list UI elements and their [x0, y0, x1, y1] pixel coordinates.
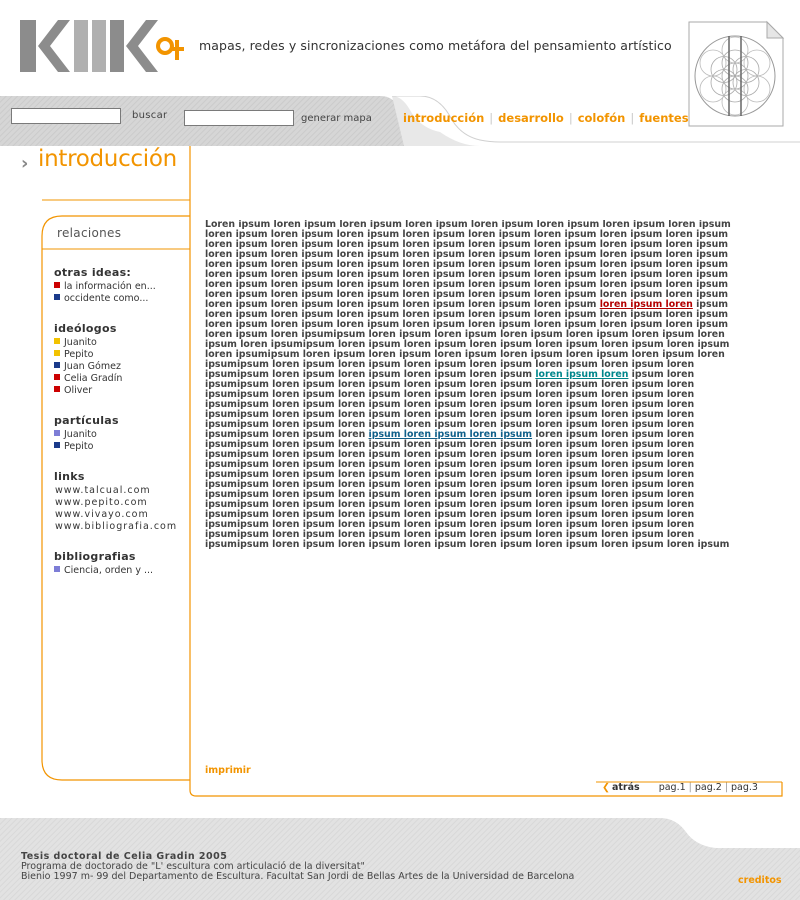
text-run: ipsumipsum loren ipsum loren ipsum loren ipsum loren ipsum loren ipsum loren ipsum loren	[205, 379, 695, 390]
sidebar-item-label: occidente como...	[64, 293, 149, 304]
text-run: ipsumipsum loren ipsum loren ipsum loren ipsum loren ipsum loren ipsum loren ipsum loren	[205, 419, 695, 430]
text-run: ipsumipsum loren ipsum loren ipsum loren ipsum loren ipsum loren ipsum loren ipsum loren	[205, 449, 695, 460]
search-input[interactable]	[11, 108, 121, 124]
sidebar-item-label: Pepito	[64, 441, 94, 452]
bullet-square-icon	[54, 282, 60, 288]
inline-link[interactable]: loren ipsum loren	[599, 299, 693, 310]
sidebar-item[interactable]	[54, 361, 122, 373]
sidebar-item-label: Juanito	[64, 337, 97, 348]
sidebar-item-label: Juan Gómez	[64, 361, 121, 372]
pagination	[602, 782, 758, 793]
nav-item-introduccion[interactable]: introducción	[403, 111, 485, 125]
sidebar-item-label: Celia Gradín	[64, 373, 123, 384]
page-link-2[interactable]: pag.2	[694, 782, 722, 793]
text-run: loren ipsum loren ipsum loren ipsum loren ipsum loren ipsum loren ipsum loren ipsum loren ipsum	[205, 249, 729, 260]
nav-separator: |	[630, 111, 635, 125]
sidebar-section-title: partículas	[54, 414, 119, 427]
text-run: ipsumipsum loren ipsum loren ipsum loren ipsum loren ipsum	[205, 369, 536, 380]
sidebar-item-label: Pepito	[64, 349, 94, 360]
sidebar-item[interactable]	[54, 293, 156, 305]
sidebar-section-title: links	[54, 470, 85, 483]
nav-item-colofon[interactable]: colofón	[577, 111, 626, 125]
footer-line-program: Programa de doctorado de "L' escultura com articulació de la diversitat"	[21, 861, 365, 872]
text-run: ipsumipsum loren ipsum loren ipsum loren ipsum loren ipsum loren ipsum loren ipsum loren	[205, 519, 695, 530]
sidebar-item[interactable]	[54, 337, 122, 349]
page-link-3[interactable]: pag.3	[731, 782, 758, 793]
text-run: loren ipsum loren ipsum loren	[532, 429, 695, 440]
text-run: ipsum loren	[628, 369, 695, 380]
pager-separator: |	[724, 782, 729, 793]
sidebar-section-ideologos	[54, 322, 122, 397]
text-run: ipsumipsum loren ipsum loren ipsum loren ipsum loren ipsum loren ipsum loren ipsum loren	[205, 459, 695, 470]
bullet-square-icon	[54, 362, 60, 368]
bullet-square-icon	[54, 350, 60, 356]
page-title: introducción	[38, 146, 177, 172]
text-run: ipsumipsum loren ipsum loren ipsum loren ipsum loren ipsum loren ipsum loren ipsum loren	[205, 529, 695, 540]
text-line	[205, 540, 770, 550]
text-run: Loren ipsum loren ipsum loren ipsum loren ipsum loren ipsum loren ipsum loren ipsum loren ipsum	[205, 220, 731, 230]
text-run: ipsumipsum loren ipsum loren ipsum loren ipsum loren ipsum loren ipsum loren ipsum loren	[205, 489, 695, 500]
sidebar-link[interactable]: www.bibliografia.com	[55, 521, 178, 532]
text-run: loren ipsum loren ipsum loren ipsum loren ipsum loren ipsum loren ipsum loren ipsum loren ipsum	[205, 239, 729, 250]
bullet-square-icon	[54, 566, 60, 572]
sidebar-section-otras-ideas	[54, 266, 156, 305]
text-run: ipsumipsum loren ipsum loren ipsum loren ipsum loren ipsum loren ipsum loren ipsum loren	[205, 509, 695, 520]
title-arrow-icon: ›	[21, 153, 29, 174]
text-run: ipsumipsum loren ipsum loren ipsum loren ipsum loren ipsum loren ipsum loren ipsum loren	[205, 359, 695, 370]
text-run: ipsumipsum loren ipsum loren ipsum loren ipsum loren ipsum loren ipsum loren ipsum loren	[205, 389, 695, 400]
bullet-square-icon	[54, 442, 60, 448]
bullet-square-icon	[54, 374, 60, 380]
sidebar-item[interactable]	[54, 441, 119, 453]
site-tagline: mapas, redes y sincronizaciones como metáfora del pensamiento artístico	[199, 38, 672, 53]
text-run: loren ipsumipsum loren ipsum loren ipsum loren ipsum loren ipsum loren ipsum loren ipsum loren	[205, 349, 725, 360]
sidebar-item-label: Juanito	[64, 429, 97, 440]
sidebar-link[interactable]: www.pepito.com	[55, 497, 148, 508]
text-run: loren ipsum loren ipsum loren ipsum loren ipsum loren ipsum loren ipsum loren ipsum loren ipsum	[205, 319, 729, 330]
sidebar-item[interactable]	[54, 565, 153, 577]
text-run: loren ipsum loren ipsum loren ipsum loren ipsum loren ipsum loren ipsum loren ipsum loren ipsum	[205, 309, 729, 320]
nav-separator: |	[489, 111, 494, 125]
page-link-1[interactable]: pag.1	[658, 782, 686, 793]
text-run: loren ipsum loren ipsum loren ipsum loren ipsum loren ipsum loren ipsum loren ipsum loren ipsum	[205, 289, 729, 300]
footer-line-thesis: Tesis doctoral de Celia Gradin 2005	[21, 851, 228, 862]
sidebar-link[interactable]: www.talcual.com	[55, 485, 151, 496]
text-run: loren ipsum loren ipsum loren ipsum loren ipsum loren ipsum loren ipsum	[205, 299, 600, 310]
sidebar-item[interactable]	[54, 429, 119, 441]
print-button[interactable]: imprimir	[205, 765, 251, 776]
inline-link[interactable]: loren ipsum loren	[535, 369, 629, 380]
sidebar-item-label: la información en...	[64, 281, 156, 292]
back-arrow-icon: ❮	[602, 782, 610, 793]
map-input[interactable]	[184, 110, 294, 126]
sidebar-item-label: Ciencia, orden y ...	[64, 565, 154, 576]
bullet-square-icon	[54, 294, 60, 300]
text-run: ipsumipsum loren ipsum loren ipsum loren ipsum loren ipsum loren ipsum loren ipsum loren ipsum	[205, 539, 730, 550]
body-text	[205, 220, 770, 550]
nav-item-fuentes[interactable]: fuentes	[639, 111, 689, 125]
sidebar-section-particulas	[54, 414, 119, 453]
text-run: ipsum loren ipsumipsum loren ipsum loren ipsum loren ipsum loren ipsum loren ipsum loren ipsum	[205, 339, 730, 350]
sidebar-section-links	[54, 470, 177, 533]
text-run: ipsumipsum loren ipsum loren ipsum loren ipsum loren ipsum loren ipsum loren ipsum loren	[205, 469, 695, 480]
sidebar-section-title: bibliografias	[54, 550, 136, 563]
text-run: loren ipsum loren ipsum loren ipsum loren ipsum loren ipsum loren ipsum loren ipsum loren ipsum	[205, 229, 729, 240]
sidebar-section-title: otras ideas:	[54, 266, 132, 279]
text-run: ipsumipsum loren ipsum loren	[205, 429, 369, 440]
sidebar-item[interactable]	[54, 385, 122, 397]
bullet-square-icon	[54, 430, 60, 436]
bullet-square-icon	[54, 338, 60, 344]
nav-separator: |	[568, 111, 573, 125]
sidebar-item[interactable]	[54, 349, 122, 361]
main-nav	[403, 111, 689, 125]
text-run: ipsumipsum loren ipsum loren ipsum loren ipsum loren ipsum loren ipsum loren ipsum loren	[205, 409, 695, 420]
text-run: loren ipsum loren ipsum loren ipsum loren ipsum loren ipsum loren ipsum loren ipsum loren ipsum	[205, 269, 729, 280]
nav-item-desarrollo[interactable]: desarrollo	[498, 111, 564, 125]
footer-line-biennium: Bienio 1997 m- 99 del Departamento de Escultura. Facultat San Jordi de Bellas Artes de la Universidad de Barcelona	[21, 871, 575, 882]
sidebar-header: relaciones	[57, 226, 122, 240]
sidebar-item-label: Oliver	[64, 385, 93, 396]
footer-credits-text	[21, 852, 574, 882]
text-run: ipsumipsum loren ipsum loren ipsum loren ipsum loren ipsum loren ipsum loren ipsum loren	[205, 399, 695, 410]
sidebar-link[interactable]: www.vivayo.com	[55, 509, 149, 520]
text-run: loren ipsum loren ipsum loren ipsum loren ipsum loren ipsum loren ipsum loren ipsum loren ipsum	[205, 259, 729, 270]
back-button[interactable]	[602, 782, 640, 793]
text-run: loren ipsum loren ipsumipsum loren ipsum loren ipsum loren ipsum loren ipsum loren ipsum loren	[205, 329, 725, 340]
search-button[interactable]: buscar	[132, 110, 168, 121]
sidebar-section-title: ideólogos	[54, 322, 117, 335]
bullet-square-icon	[54, 386, 60, 392]
generate-map-button[interactable]: generar mapa	[301, 113, 372, 124]
text-run: ipsumipsum loren ipsum loren ipsum loren ipsum loren ipsum loren ipsum loren ipsum loren	[205, 439, 695, 450]
klik-logo-icon	[20, 18, 190, 74]
credits-link[interactable]: creditos	[738, 875, 782, 886]
back-label: atrás	[611, 782, 640, 793]
text-run: loren ipsum loren ipsum loren ipsum loren ipsum loren ipsum loren ipsum loren ipsum loren ipsum	[205, 279, 729, 290]
sidebar-item[interactable]	[54, 373, 122, 385]
pager-separator: |	[688, 782, 692, 793]
text-run: ipsumipsum loren ipsum loren ipsum loren ipsum loren ipsum loren ipsum loren ipsum loren	[205, 479, 695, 490]
text-run: ipsum	[692, 299, 729, 310]
inline-link[interactable]: ipsum loren ipsum loren ipsum	[368, 429, 533, 440]
text-run: ipsumipsum loren ipsum loren ipsum loren ipsum loren ipsum loren ipsum loren ipsum loren	[205, 499, 695, 510]
sidebar-section-bibliografias	[54, 550, 153, 577]
sidebar-item[interactable]	[54, 281, 156, 293]
